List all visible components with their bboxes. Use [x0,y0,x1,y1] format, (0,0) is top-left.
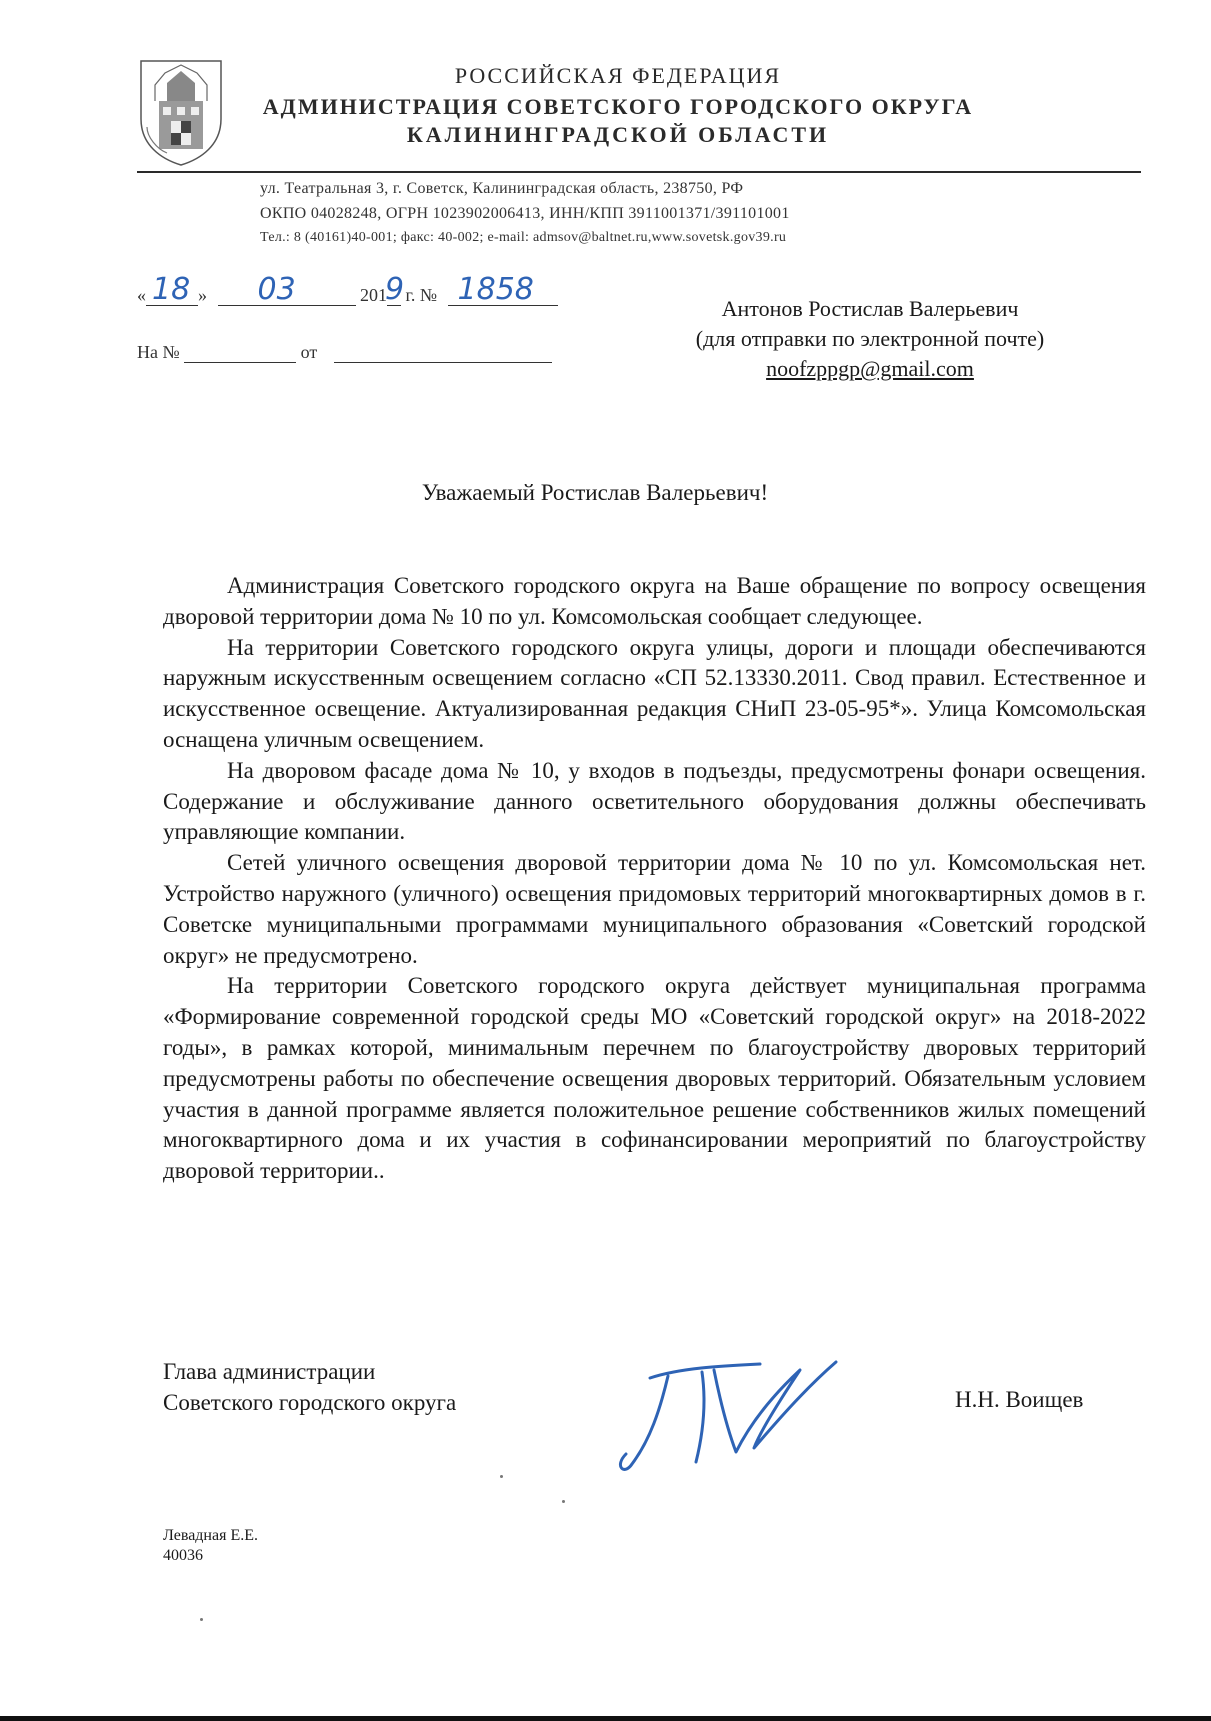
scan-speck [500,1475,503,1478]
signatory-name: Н.Н. Воищев [955,1387,1084,1412]
executor-name: Левадная Е.Е. [163,1527,258,1544]
header-contacts: Тел.: 8 (40161)40-001; факс: 40-002; e-mail: admsov@baltnet.ru,www.sovetsk.gov39.ru [260,230,787,245]
number-field [448,272,558,307]
reference-number-field [184,344,296,363]
letter-body [163,571,1146,1187]
number-handwritten: 1858 [457,272,534,307]
header-administration: АДМИНИСТРАЦИЯ СОВЕТСКОГО ГОРОДСКОГО ОКРУГА [262,94,974,119]
header-country: РОССИЙСКАЯ ФЕДЕРАЦИЯ [454,63,782,88]
reference-row [137,342,552,363]
date-number-row [137,272,558,307]
day-field [146,272,198,307]
month-handwritten: 03 [257,272,296,307]
signatory-position-line1: Глава администрации [163,1359,376,1384]
paragraph: Администрация Советского городского округа на Ваше обращение по вопросу освещения дворовой территории дома № 10 по ул. Комсомольская сообщает следующее. [163,573,1146,629]
addressee-name: Антонов Ростислав Валерьевич [721,296,1019,321]
header-region: КАЛИНИНГРАДСКОЙ ОБЛАСТИ [406,122,830,147]
year-prefix: 201 [360,285,387,305]
header-address: ул. Театральная 3, г. Советск, Калининградская область, 238750, РФ [260,180,744,197]
paragraph: На территории Советского городского округа улицы, дороги и площади обеспечиваются наружным искусственным освещением согласно «СП 52.13330.2011. Свод правил. Естественное и искусственное освещение. Актуализированная редакция СНиП 23-05-95*». Улица Комсомольская оснащена уличным освещением. [163,634,1146,752]
executor-info [163,1526,258,1566]
header-registration: ОКПО 04028248, ОГРН 1023902006413, ИНН/КПП 3911001371/391101001 [260,205,790,222]
paragraph: На территории Советского городского округа действует муниципальная программа «Формирование современной городской среды МО «Советский городской округ» на 2018-2022 годы», в рамках которой, минимальным перечнем по благоустройству дворовых территорий предусмотрены работы по обеспечение освещения дворовых территорий. Обязательным условием участия в данной программе является положительное решение собственников жилых помещений многоквартирного дома и их участия в софинансировании мероприятий по благоустройству дворовой территории.. [163,973,1146,1184]
quote-close: » [198,285,207,305]
header-divider [137,171,1141,173]
executor-phone: 40036 [163,1547,203,1564]
reference-from: от [300,342,318,362]
quote-open: « [137,285,146,305]
paragraph: На дворовом фасаде дома № 10, у входов в подъезды, предусмотрены фонари освещения. Содержание и обслуживание данного осветительного оборудования должны обеспечивать управляющие компании. [163,757,1146,845]
paragraph: Сетей уличного освещения дворовой территории дома № 10 по ул. Комсомольская нет. Устройство наружного (уличного) освещения придомовых территорий многоквартирных домов в г. Советске муниципальными программами муниципального образования «Советский городской округ» не предусмотрено. [163,850,1146,968]
scan-speck [562,1500,565,1503]
addressee-email: noofzppgp@gmail.com [766,356,974,381]
month-field [218,272,356,307]
year-suffix: г. № [401,285,438,305]
year-handwritten: 9 [385,272,405,307]
reference-prefix: На № [137,342,180,362]
scan-speck [200,1618,203,1621]
signatory-position [163,1356,456,1418]
handwritten-signature [610,1340,840,1480]
day-handwritten: 18 [152,272,191,307]
signatory-position-line2: Советского городского округа [163,1390,457,1415]
year-field [385,272,405,307]
reference-date-field [334,344,552,363]
addressee-note: (для отправки по электронной почте) [695,326,1045,351]
scan-bottom-edge [0,1716,1211,1721]
greeting: Уважаемый Ростислав Валерьевич! [421,480,769,505]
